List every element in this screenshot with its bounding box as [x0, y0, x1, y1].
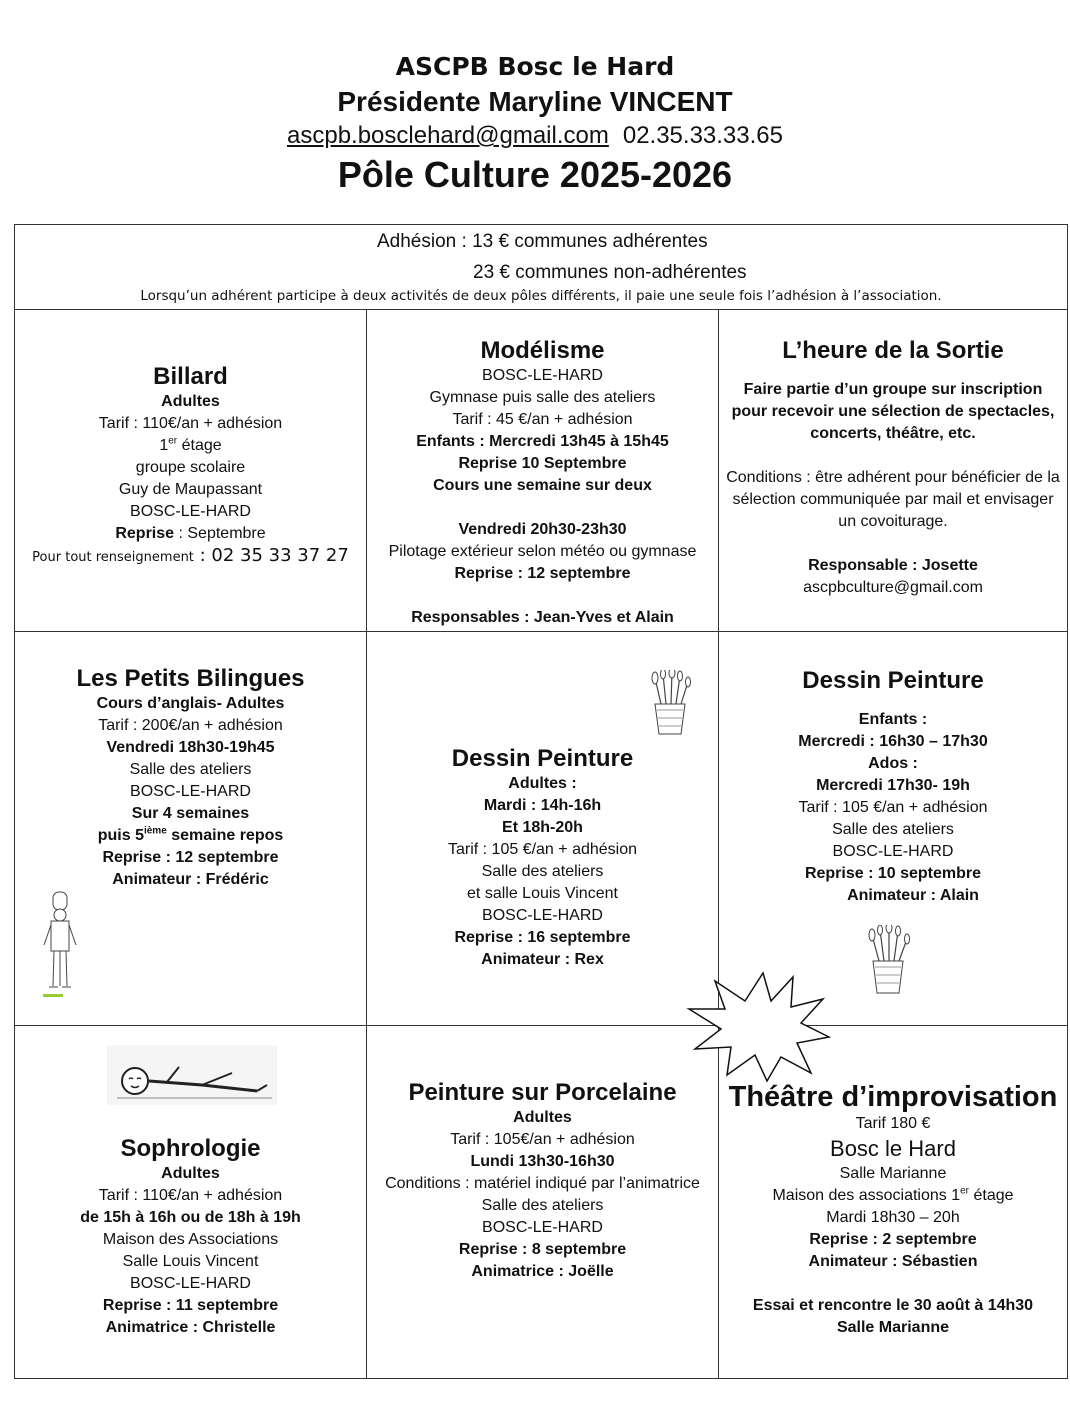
activity-schedule: Lundi 13h30-16h30	[470, 1153, 615, 1170]
contact-email[interactable]: ascpb.bosclehard@gmail.com	[287, 122, 609, 149]
activity-contact: Animatrice : Joëlle	[471, 1263, 614, 1280]
activity-town: BOSC-LE-HARD	[832, 843, 954, 860]
activity-place: groupe scolaire	[135, 459, 246, 476]
activity-conditions: sélection communiquée par mail et envisager	[732, 491, 1054, 508]
activity-town: BOSC-LE-HARD	[130, 783, 251, 800]
activity-place: Maison des Associations	[102, 1231, 279, 1248]
activity-porcelaine	[367, 1079, 718, 1283]
activity-note: Pilotage extérieur selon météo ou gymnase	[388, 543, 697, 560]
lying-figure-icon	[107, 1045, 277, 1105]
activity-price: Tarif : 105 €/an + adhésion	[447, 841, 638, 858]
activity-schedule: Et 18h-20h	[502, 819, 583, 836]
activity-theatre	[719, 1081, 1067, 1339]
activity-email[interactable]: ascpbculture@gmail.com	[803, 579, 983, 596]
activity-price: Tarif : 200€/an + adhésion	[98, 717, 283, 734]
activity-resume: Reprise : 8 septembre	[458, 1241, 627, 1258]
activity-town: BOSC-LE-HARD	[130, 1275, 251, 1292]
activity-title: L’heure de la Sortie	[782, 337, 1004, 364]
activity-frequency: Sur 4 semaines	[131, 805, 250, 822]
activity-schedule: Mercredi 17h30- 19h	[816, 777, 970, 794]
starburst-icon	[683, 965, 833, 1085]
adhesion-note: Lorsqu’un adhérent participe à deux activités de deux pôles différents, il paie une seule fois l’adhésion à l’association.	[140, 288, 942, 304]
activity-place: Salle des ateliers	[481, 1197, 604, 1214]
activity-place: Salle des ateliers	[129, 761, 252, 778]
activity-place: Salle Louis Vincent	[122, 1253, 259, 1270]
activity-title: Peinture sur Porcelaine	[408, 1079, 677, 1106]
activity-place: Gymnase puis salle des ateliers	[429, 389, 656, 406]
adhesion-block	[15, 225, 1067, 310]
activity-public: Ados :	[868, 755, 918, 772]
activity-title: Les Petits Bilingues	[76, 665, 305, 692]
activity-trial: Essai et rencontre le 30 août à 14h30	[752, 1297, 1034, 1314]
activity-frequency: puis 5ième semaine repos	[97, 825, 284, 844]
activity-trial-place: Salle Marianne	[836, 1319, 950, 1336]
activity-description: pour recevoir une sélection de spectacles,	[731, 403, 1055, 420]
activity-town: BOSC-LE-HARD	[482, 907, 603, 924]
activity-frequency: Cours une semaine sur deux	[433, 477, 652, 494]
activities-table	[14, 224, 1068, 1379]
row-divider	[15, 1025, 1067, 1026]
activity-place: Salle des ateliers	[832, 821, 954, 838]
paint-brushes-icon	[863, 925, 913, 997]
activity-conditions: Conditions : matériel indiqué par l’animatrice	[385, 1175, 700, 1192]
activity-public: Adultes	[513, 1109, 572, 1126]
guard-figure-icon	[41, 890, 81, 1000]
activity-price: Tarif : 45 €/an + adhésion	[452, 411, 633, 428]
activity-description: Faire partie d’un groupe sur inscription	[743, 381, 1043, 398]
activity-schedule: Vendredi 20h30-23h30	[458, 521, 627, 538]
activity-schedule: Vendredi 18h30-19h45	[106, 739, 275, 756]
activity-billard	[15, 363, 366, 569]
activity-place: Salle Marianne	[839, 1165, 947, 1182]
activity-schedule: Enfants : Mercredi 13h45 à 15h45	[416, 433, 669, 450]
activity-title: Modélisme	[480, 337, 605, 364]
activity-public: Adultes :	[508, 775, 577, 792]
contact-line	[0, 122, 1070, 150]
activity-dessin-jeunes	[719, 667, 1067, 907]
activity-resume: Reprise : 12 septembre	[454, 565, 631, 582]
activity-schedule: de 15h à 16h ou de 18h à 19h	[80, 1209, 301, 1226]
activity-modelisme	[367, 337, 718, 629]
adhesion-line-2: 23 € communes non-adhérentes	[473, 262, 747, 283]
activity-place: Salle des ateliers	[481, 863, 604, 880]
activity-sophrologie	[15, 1135, 366, 1339]
activity-town: BOSC-LE-HARD	[130, 503, 251, 520]
activity-contact: Animateur : Sébastien	[808, 1253, 978, 1270]
activity-conditions: Conditions : être adhérent pour bénéficier de la	[726, 469, 1060, 486]
president-name: Présidente Maryline VINCENT	[337, 86, 733, 117]
activity-price: Tarif : 110€/an + adhésion	[98, 1187, 283, 1204]
activity-public: Adultes	[161, 1165, 220, 1182]
activity-bilingues	[15, 665, 366, 891]
page-title: Pôle Culture 2025-2026	[337, 154, 733, 195]
activity-title: Dessin Peinture	[451, 745, 634, 772]
activity-contact: Responsable : Josette	[808, 557, 978, 574]
activity-info: Pour tout renseignement : 02 35 33 37 27	[32, 545, 349, 566]
adhesion-line-1: Adhésion : 13 € communes adhérentes	[377, 231, 708, 252]
activity-conditions: un covoiturage.	[838, 513, 948, 530]
activity-resume: Reprise : 10 septembre	[804, 865, 982, 882]
activity-town: BOSC-LE-HARD	[482, 1219, 603, 1236]
activity-schedule: Mardi : 14h-16h	[483, 797, 602, 814]
activity-town: BOSC-LE-HARD	[482, 367, 603, 384]
activity-sortie	[719, 337, 1067, 599]
paint-brushes-icon	[645, 670, 695, 738]
activity-dessin-adultes	[367, 745, 718, 971]
activity-public: Enfants :	[858, 711, 928, 728]
activity-town: Bosc le Hard	[830, 1136, 956, 1161]
activity-floor: 1er étage	[159, 435, 222, 454]
activity-contact: Responsables : Jean-Yves et Alain	[411, 609, 674, 626]
activity-contact: Animateur : Rex	[481, 951, 604, 968]
activity-contact: Animateur : Frédéric	[112, 871, 269, 888]
activity-public: Adultes	[161, 393, 220, 410]
activity-place: et salle Louis Vincent	[467, 885, 618, 902]
activity-description: concerts, théâtre, etc.	[810, 425, 976, 442]
activity-resume: Reprise 10 Septembre	[458, 455, 627, 472]
contact-phone: 02.35.33.33.65	[622, 122, 783, 149]
activity-title: Dessin Peinture	[802, 667, 984, 694]
activity-price: Tarif : 105 €/an + adhésion	[798, 799, 988, 816]
activity-contact: Animatrice : Christelle	[105, 1319, 276, 1336]
activity-schedule: Mercredi : 16h30 – 17h30	[798, 733, 988, 750]
activity-price: Tarif : 105€/an + adhésion	[450, 1131, 635, 1148]
activity-title: Théâtre d’improvisation	[728, 1081, 1058, 1113]
activity-resume: Reprise : Septembre	[115, 525, 266, 542]
organization-name: ASCPB Bosc le Hard	[395, 52, 675, 81]
activity-resume: Reprise : 16 septembre	[454, 929, 631, 946]
activity-resume: Reprise : 11 septembre	[102, 1297, 279, 1314]
activity-price: Tarif : 110€/an + adhésion	[98, 415, 283, 432]
activity-title: Sophrologie	[120, 1135, 261, 1162]
activity-place: Guy de Maupassant	[118, 481, 263, 498]
row-divider	[15, 631, 1067, 632]
activity-contact: Animateur : Alain	[847, 887, 979, 904]
activity-title: Billard	[153, 363, 228, 390]
activity-schedule: Mardi 18h30 – 20h	[826, 1209, 960, 1226]
activity-public: Cours d’anglais- Adultes	[96, 695, 285, 712]
activity-resume: Reprise : 12 septembre	[102, 849, 279, 866]
activity-resume: Reprise : 2 septembre	[809, 1231, 977, 1248]
activity-price: Tarif 180 €	[855, 1115, 931, 1132]
activity-place: Maison des associations 1er étage	[772, 1185, 1014, 1204]
